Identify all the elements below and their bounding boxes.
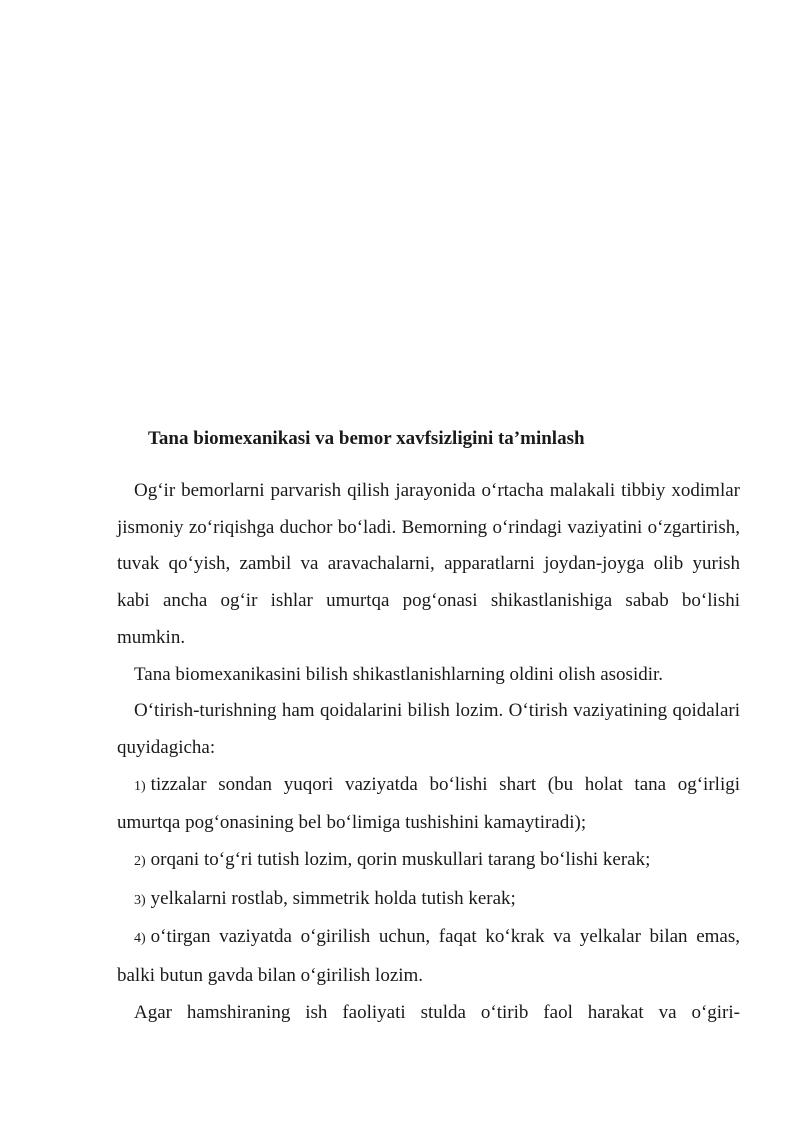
section-heading: Tana biomexanikasi va bemor xavfsizligini ta’minlash: [148, 428, 585, 449]
rule-item-1: [117, 767, 740, 842]
rule-text: orqani to‘g‘ri tutish lozim, qorin muskullari tarang bo‘lishi kerak;: [150, 849, 651, 871]
paragraph-sitting-rules: O‘tirish-turishning ham qoidalarini bilish lozim. O‘tirish vaziyatining qoidalari quyidagicha:: [117, 700, 740, 758]
rule-text: yelkalarni rostlab, simmetrik holda tutish kerak;: [150, 887, 516, 909]
paragraph-final: Agar hamshiraning ish faoliyati stulda o‘tirib faol harakat va o‘giri-: [134, 1001, 740, 1023]
rule-number: 2): [134, 854, 146, 870]
rule-item-4: [117, 919, 740, 994]
rule-text: tizzalar sondan yuqori vaziyatda bo‘lishi shart (bu holat tana og‘irligi umurtqa pog‘onasining bel bo‘limiga tushishini kamaytiradi);: [117, 773, 740, 834]
rule-item-3: [117, 881, 740, 920]
rule-text: o‘tirgan vaziyatda o‘girilish uchun, faqat ko‘krak va yelkalar bilan emas, balki butun gavda bilan o‘girilish lozim.: [117, 926, 740, 987]
paragraph-biomechanics: Tana biomexanikasini bilish shikastlanishlarning oldini olish asosidir.: [134, 663, 664, 685]
paragraph-intro: Og‘ir bemorlarni parvarish qilish jarayonida o‘rtacha malakali tibbiy xodimlar jismoniy zo‘riqishga duchor bo‘ladi. Bemorning o‘rindagi vaziyatini o‘zgartirish, tuvak qo‘yish, zambil va aravachalarni, apparatlarni joydan-joyga olib yurish kabi ancha og‘ir ishlar umurtqa pog‘onasi shikastlanishiga sabab bo‘lishi mumkin.: [117, 480, 740, 648]
rule-number: 3): [134, 892, 146, 908]
rule-number: 1): [134, 778, 146, 794]
rule-item-2: [117, 842, 740, 881]
rule-number: 4): [134, 931, 146, 947]
body-text: [117, 473, 740, 1032]
